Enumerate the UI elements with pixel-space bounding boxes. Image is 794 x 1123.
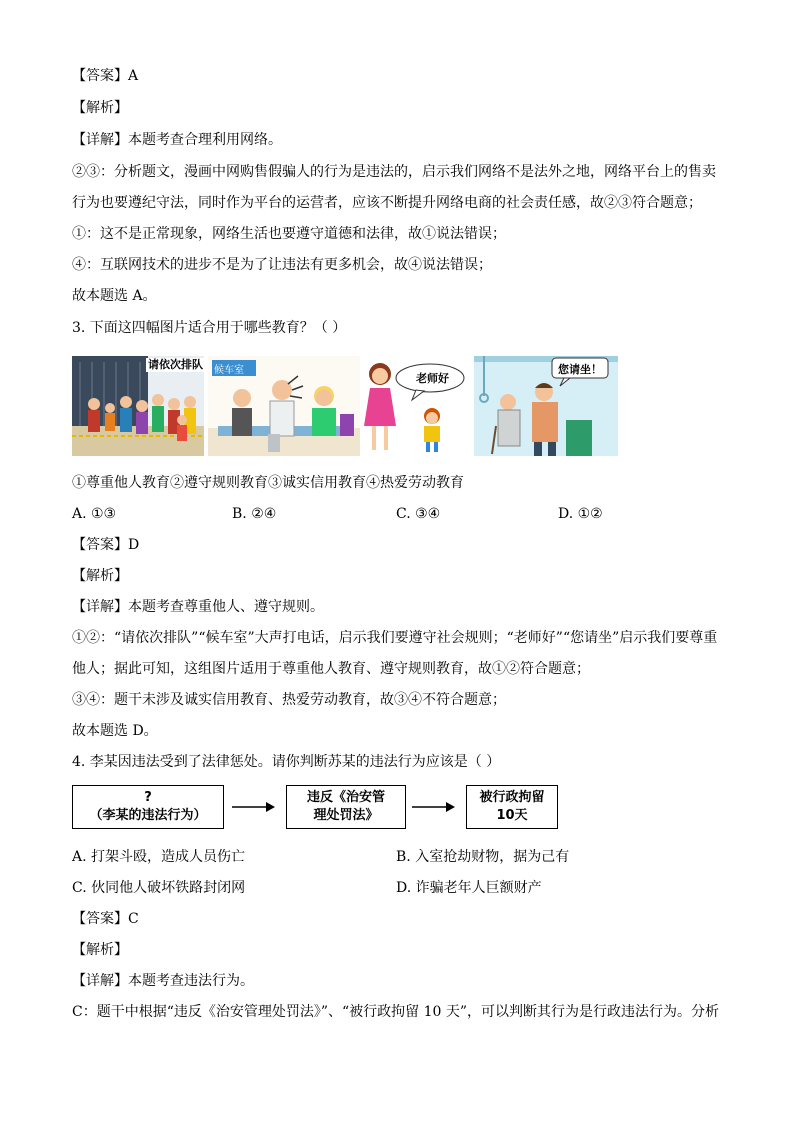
option-a: A. 打架斗殴，造成人员伤亡 (72, 849, 246, 865)
analysis-label: 【解析】 (72, 568, 128, 584)
detail-text: 【详解】本题考查违法行为。 (72, 973, 254, 989)
paragraph: ①②：“请依次排队”“候车室”大声打电话，启示我们要遵守社会规则；“老师好”“您请坐”启示我们要尊重 (72, 630, 718, 646)
flow-box-text: 被行政拘留 (479, 790, 545, 805)
flow-box-text: （李某的违法行为） (89, 808, 207, 823)
paragraph: ④：互联网技术的进步不是为了让违法有更多机会，故④说法错误； (72, 257, 492, 273)
flow-box-unknown (72, 785, 224, 829)
option-d: D. 诈骗老年人巨额财产 (396, 880, 542, 896)
option-b: B. ②④ (232, 506, 277, 522)
conclusion: 故本题选 D。 (72, 723, 158, 739)
flow-box-law (286, 785, 406, 829)
option-a: A. ①③ (72, 506, 117, 522)
flow-box-text: ? (144, 790, 152, 805)
waiting-room-illustration (208, 356, 360, 456)
answer-label: 【答案】D (72, 537, 140, 553)
question-stem: 3. 下面这四幅图片适合用于哪些教育？（ ） (72, 320, 347, 336)
flow-box-text: 理处罚法》 (313, 808, 379, 823)
option-c: C. 伙同他人破坏铁路封闭网 (72, 880, 246, 896)
answer-label: 【答案】A (72, 68, 139, 84)
paragraph: 行为也要遵纪守法，同时作为平台的运营者，应该不断提升网络电商的社会责任感，故②③符合题意； (72, 195, 702, 211)
detail-text: 【详解】本题考查尊重他人、遵守规则。 (72, 599, 324, 615)
option-d: D. ①② (558, 506, 603, 522)
conclusion: 故本题选 A。 (72, 288, 157, 304)
question-items: ①尊重他人教育②遵守规则教育③诚实信用教育④热爱劳动教育 (72, 475, 464, 491)
arrow-icon (412, 801, 456, 813)
queue-sign: 请依次排队 (148, 358, 203, 371)
option-b: B. 入室抢劫财物，据为己有 (396, 849, 570, 865)
paragraph: 他人；据此可知，这组图片适用于尊重他人教育、遵守规则教育，故①②符合题意； (72, 661, 590, 677)
flow-box-text: 违反《治安管 (306, 790, 385, 805)
offer-seat-illustration (474, 356, 618, 456)
answer-label: 【答案】C (72, 911, 139, 927)
waiting-room-sign: 候车室 (214, 365, 244, 376)
option-c: C. ③④ (396, 506, 441, 522)
arrow-icon (232, 801, 276, 813)
teacher-greeting-bubble: 老师好 (416, 372, 449, 385)
teacher-greeting-illustration (360, 356, 472, 456)
flow-box-text: 10天 (496, 808, 528, 823)
paragraph: ③④：题干未涉及诚实信用教育、热爱劳动教育，故③④不符合题意； (72, 692, 506, 708)
detail-text: 【详解】本题考查合理利用网络。 (72, 132, 282, 148)
flow-box-penalty (466, 785, 558, 829)
queue-illustration (72, 356, 204, 456)
paragraph: C：题干中根据“违反《治安管理处罚法》”、“被行政拘留 10 天”，可以判断其行为是行政违法行为。分析 (72, 1004, 720, 1020)
offer-seat-bubble: 您请坐！ (558, 363, 602, 376)
question-stem: 4. 李某因违法受到了法律惩处。请你判断苏某的违法行为应该是（ ） (72, 754, 501, 770)
paragraph: ①：这不是正常现象，网络生活也要遵守道德和法律，故①说法错误； (72, 226, 506, 242)
analysis-label: 【解析】 (72, 100, 128, 116)
analysis-label: 【解析】 (72, 942, 128, 958)
paragraph: ②③：分析题文，漫画中网购售假骗人的行为是违法的，启示我们网络不是法外之地，网络平台上的售卖 (72, 164, 716, 180)
